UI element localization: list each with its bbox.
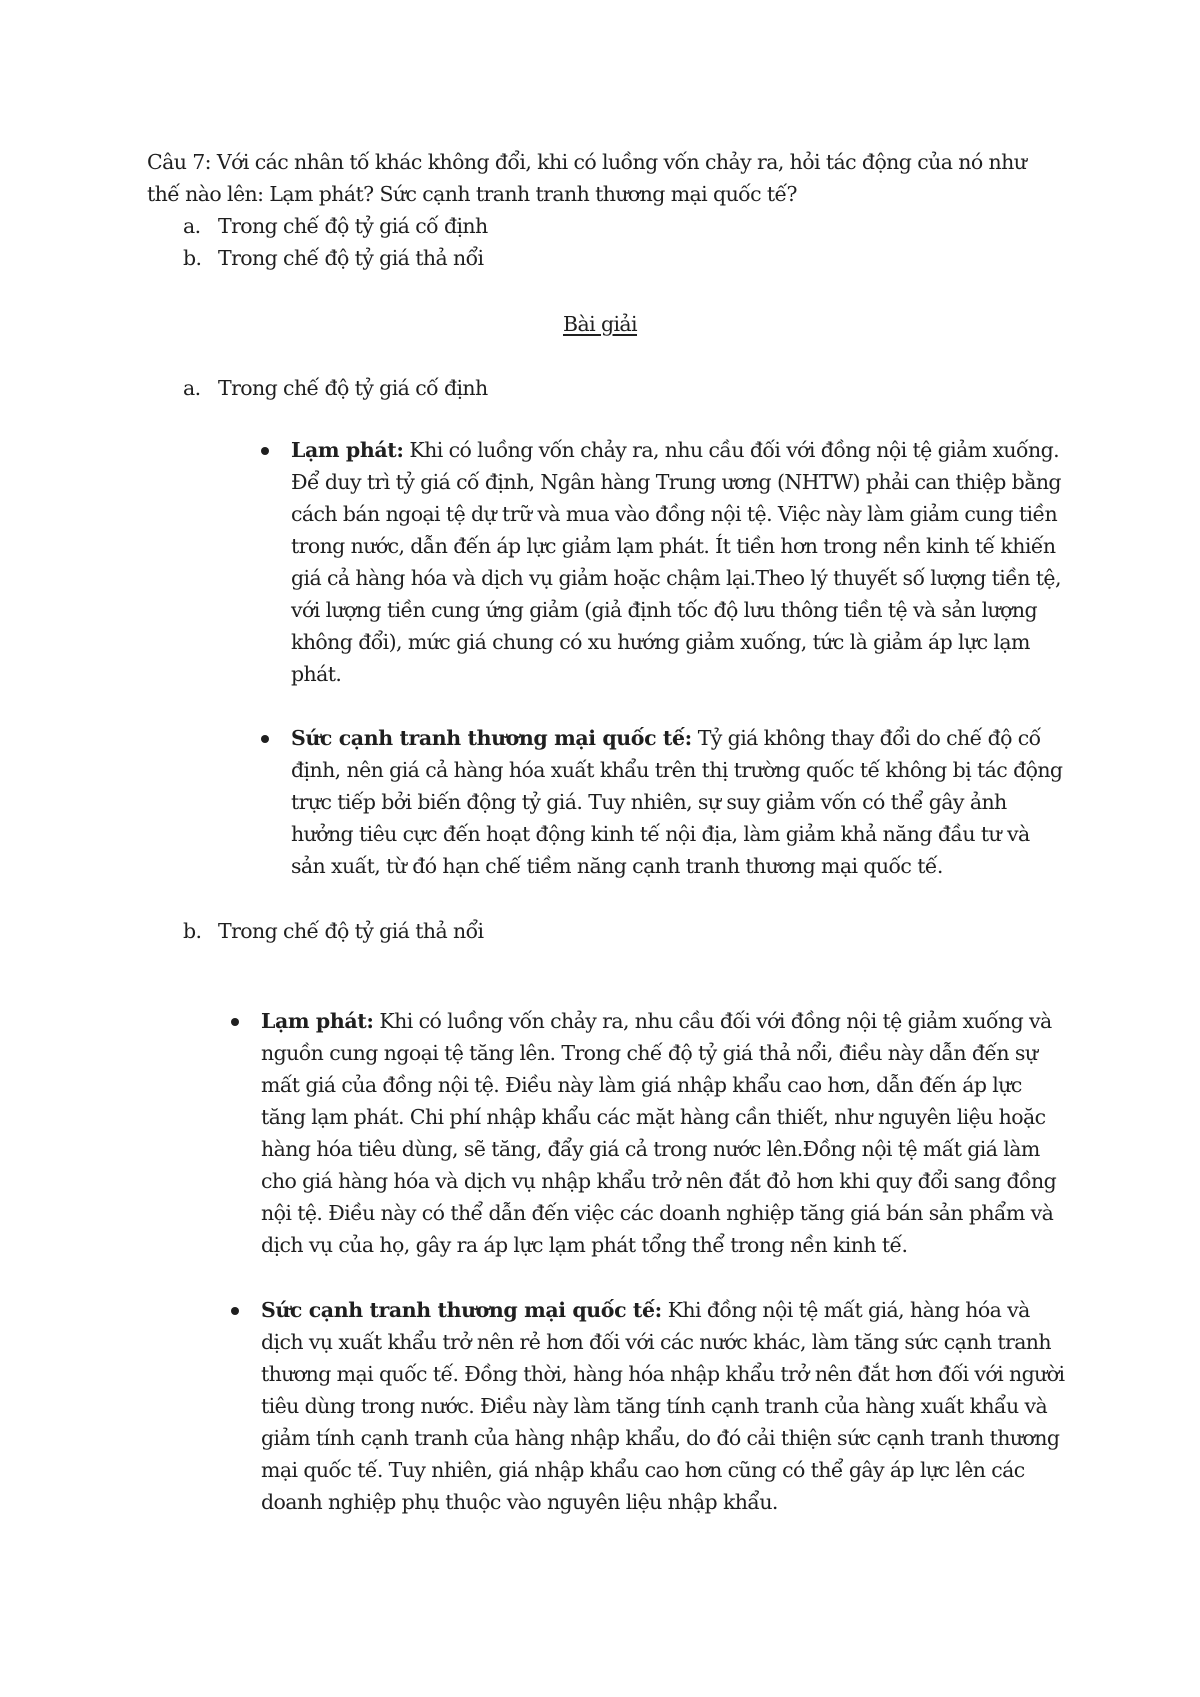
- part-b-title-text: Trong chế độ tỷ giá thả nổi: [218, 919, 484, 943]
- question-text: Câu 7: Với các nhân tố khác không đổi, khi có luồng vốn chảy ra, hỏi tác động của nó như thế nào lên: Lạm phát? Sức cạnh tranh tranh thương mại quốc tế?: [147, 150, 1027, 206]
- bullet-label: Lạm phát:: [261, 1009, 374, 1033]
- solution-heading-text: Bài giải: [562, 312, 638, 336]
- bullet-text: Tỷ giá không thay đổi do chế độ cố định, nên giá cả hàng hóa xuất khẩu trên thị trường quốc tế không bị tác động trực tiếp bởi biến động tỷ giá. Tuy nhiên, sự suy giảm vốn có thể gây ảnh hưởng tiêu cực đến hoạt động kinh tế nội địa, làm giảm khả năng đầu tư và sản xuất, từ đó hạn chế tiềm năng cạnh tranh thương mại quốc tế.: [291, 726, 1063, 878]
- bullet-dot: [231, 1018, 239, 1026]
- question-option-b: [183, 242, 783, 274]
- question-option-a: [183, 210, 783, 242]
- bullet-text: Khi đồng nội tệ mất giá, hàng hóa và dịch vụ xuất khẩu trở nên rẻ hơn đối với các nước khác, làm tăng sức cạnh tranh thương mại quốc tế. Đồng thời, hàng hóa nhập khẩu trở nên đắt hơn đối với người tiêu dùng trong nước. Điều này làm tăng tính cạnh tranh của hàng xuất khẩu và giảm tính cạnh tranh của hàng nhập khẩu, do đó cải thiện sức cạnh tranh thương mại quốc tế. Tuy nhiên, giá nhập khẩu cao hơn cũng có thể gây áp lực lên các doanh nghiệp phụ thuộc vào nguyên liệu nhập khẩu.: [261, 1298, 1065, 1514]
- part-a-title: [183, 372, 488, 404]
- option-marker: b.: [183, 246, 202, 270]
- bullet-dot: [261, 735, 269, 743]
- question-options: [183, 210, 783, 274]
- option-text: Trong chế độ tỷ giá cố định: [218, 214, 488, 238]
- solution-heading: [0, 308, 1200, 340]
- part-b-bullet-competitiveness: [261, 1294, 1066, 1518]
- bullet-dot: [261, 447, 269, 455]
- part-b-bullet-inflation: [261, 1005, 1066, 1261]
- part-a-marker: a.: [183, 376, 201, 400]
- part-a-bullet-inflation: [291, 434, 1066, 690]
- bullet-label: Sức cạnh tranh thương mại quốc tế:: [291, 726, 692, 750]
- option-text: Trong chế độ tỷ giá thả nổi: [218, 246, 484, 270]
- option-marker: a.: [183, 214, 201, 238]
- part-a-title-text: Trong chế độ tỷ giá cố định: [218, 376, 488, 400]
- bullet-label: Sức cạnh tranh thương mại quốc tế:: [261, 1298, 662, 1322]
- bullet-text: Khi có luồng vốn chảy ra, nhu cầu đối với đồng nội tệ giảm xuống. Để duy trì tỷ giá cố định, Ngân hàng Trung ương (NHTW) phải can thiệp bằng cách bán ngoại tệ dự trữ và mua vào đồng nội tệ. Việc này làm giảm cung tiền trong nước, dẫn đến áp lực giảm lạm phát. Ít tiền hơn trong nền kinh tế khiến giá cả hàng hóa và dịch vụ giảm hoặc chậm lại.Theo lý thuyết số lượng tiền tệ, với lượng tiền cung ứng giảm (giả định tốc độ lưu thông tiền tệ và sản lượng không đổi), mức giá chung có xu hướng giảm xuống, tức là giảm áp lực lạm phát.: [291, 438, 1061, 686]
- bullet-label: Lạm phát:: [291, 438, 404, 462]
- part-b-marker: b.: [183, 919, 202, 943]
- part-b-title: [183, 915, 484, 947]
- bullet-dot: [231, 1307, 239, 1315]
- part-a-bullet-competitiveness: [291, 722, 1066, 882]
- bullet-text: Khi có luồng vốn chảy ra, nhu cầu đối với đồng nội tệ giảm xuống và nguồn cung ngoại tệ tăng lên. Trong chế độ tỷ giá thả nổi, điều này dẫn đến sự mất giá của đồng nội tệ. Điều này làm giá nhập khẩu cao hơn, dẫn đến áp lực tăng lạm phát. Chi phí nhập khẩu các mặt hàng cần thiết, như nguyên liệu hoặc hàng hóa tiêu dùng, sẽ tăng, đẩy giá cả trong nước lên.Đồng nội tệ mất giá làm cho giá hàng hóa và dịch vụ nhập khẩu trở nên đắt đỏ hơn khi quy đổi sang đồng nội tệ. Điều này có thể dẫn đến việc các doanh nghiệp tăng giá bán sản phẩm và dịch vụ của họ, gây ra áp lực lạm phát tổng thể trong nền kinh tế.: [261, 1009, 1057, 1257]
